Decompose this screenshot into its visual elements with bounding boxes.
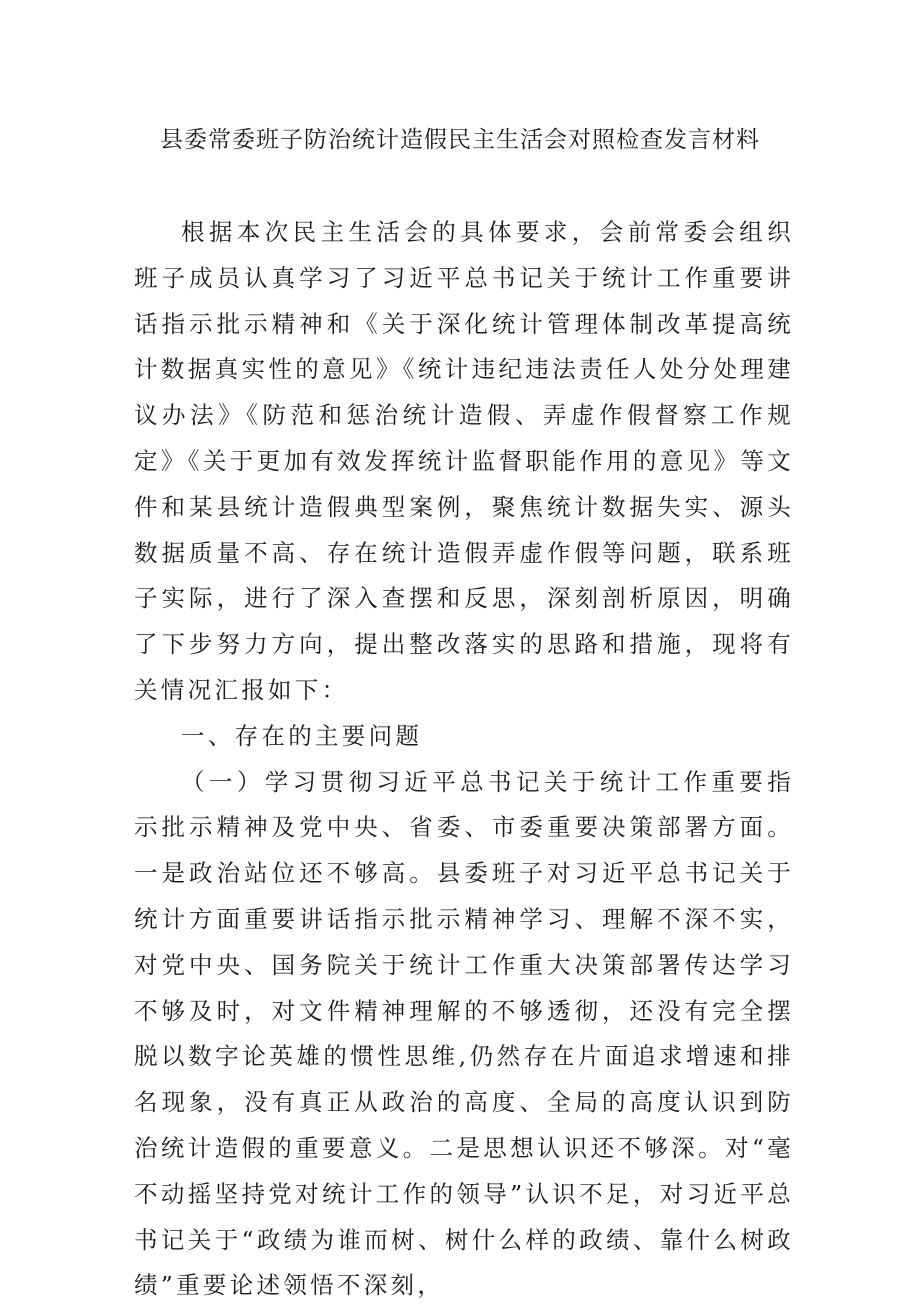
section-heading: 一、存在的主要问题 <box>181 721 423 750</box>
document-title: 县委常委班子防治统计造假民主生活会对照检查发言材料 <box>160 127 760 153</box>
section-paragraph: （一）学习贯彻习近平总书记关于统计工作重要指示批示精神及党中央、省委、市委重要决策部署方面。一是政治站位还不够高。县委班子对习近平总书记关于统计方面重要讲话指示批示精神学习、理解不深不实，对党中央、国务院关于统计工作重大决策部署传达学习不够及时，对文件精神理解的不够透彻，还没有完全摆脱以数字论英雄的惯性思维,仍然存在片面追求增速和排名现象，没有真正从政治的高度、全局的高度认识到防治统计造假的重要意义。二是思想认识还不够深。对“毫不动摇坚持党对统计工作的领导”认识不足，对习近平总书记关于“政绩为谁而树、树什么样的政绩、靠什么树政绩”重要论述领悟不深刻， <box>134 767 794 1300</box>
intro-paragraph: 根据本次民主生活会的具体要求，会前常委会组织班子成员认真学习了习近平总书记关于统计工作重要讲话指示批示精神和《关于深化统计管理体制改革提高统计数据真实性的意见》《统计违纪违法责任人处分处理建议办法》《防范和惩治统计造假、弄虚作假督察工作规定》《关于更加有效发挥统计监督职能作用的意见》等文件和某县统计造假典型案例，聚焦统计数据失实、源头数据质量不高、存在统计造假弄虚作假等问题，联系班子实际，进行了深入查摆和反思，深刻剖析原因，明确了下步努力方向，提出整改落实的思路和措施，现将有关情况汇报如下： <box>134 218 794 704</box>
document-body <box>134 210 794 1309</box>
